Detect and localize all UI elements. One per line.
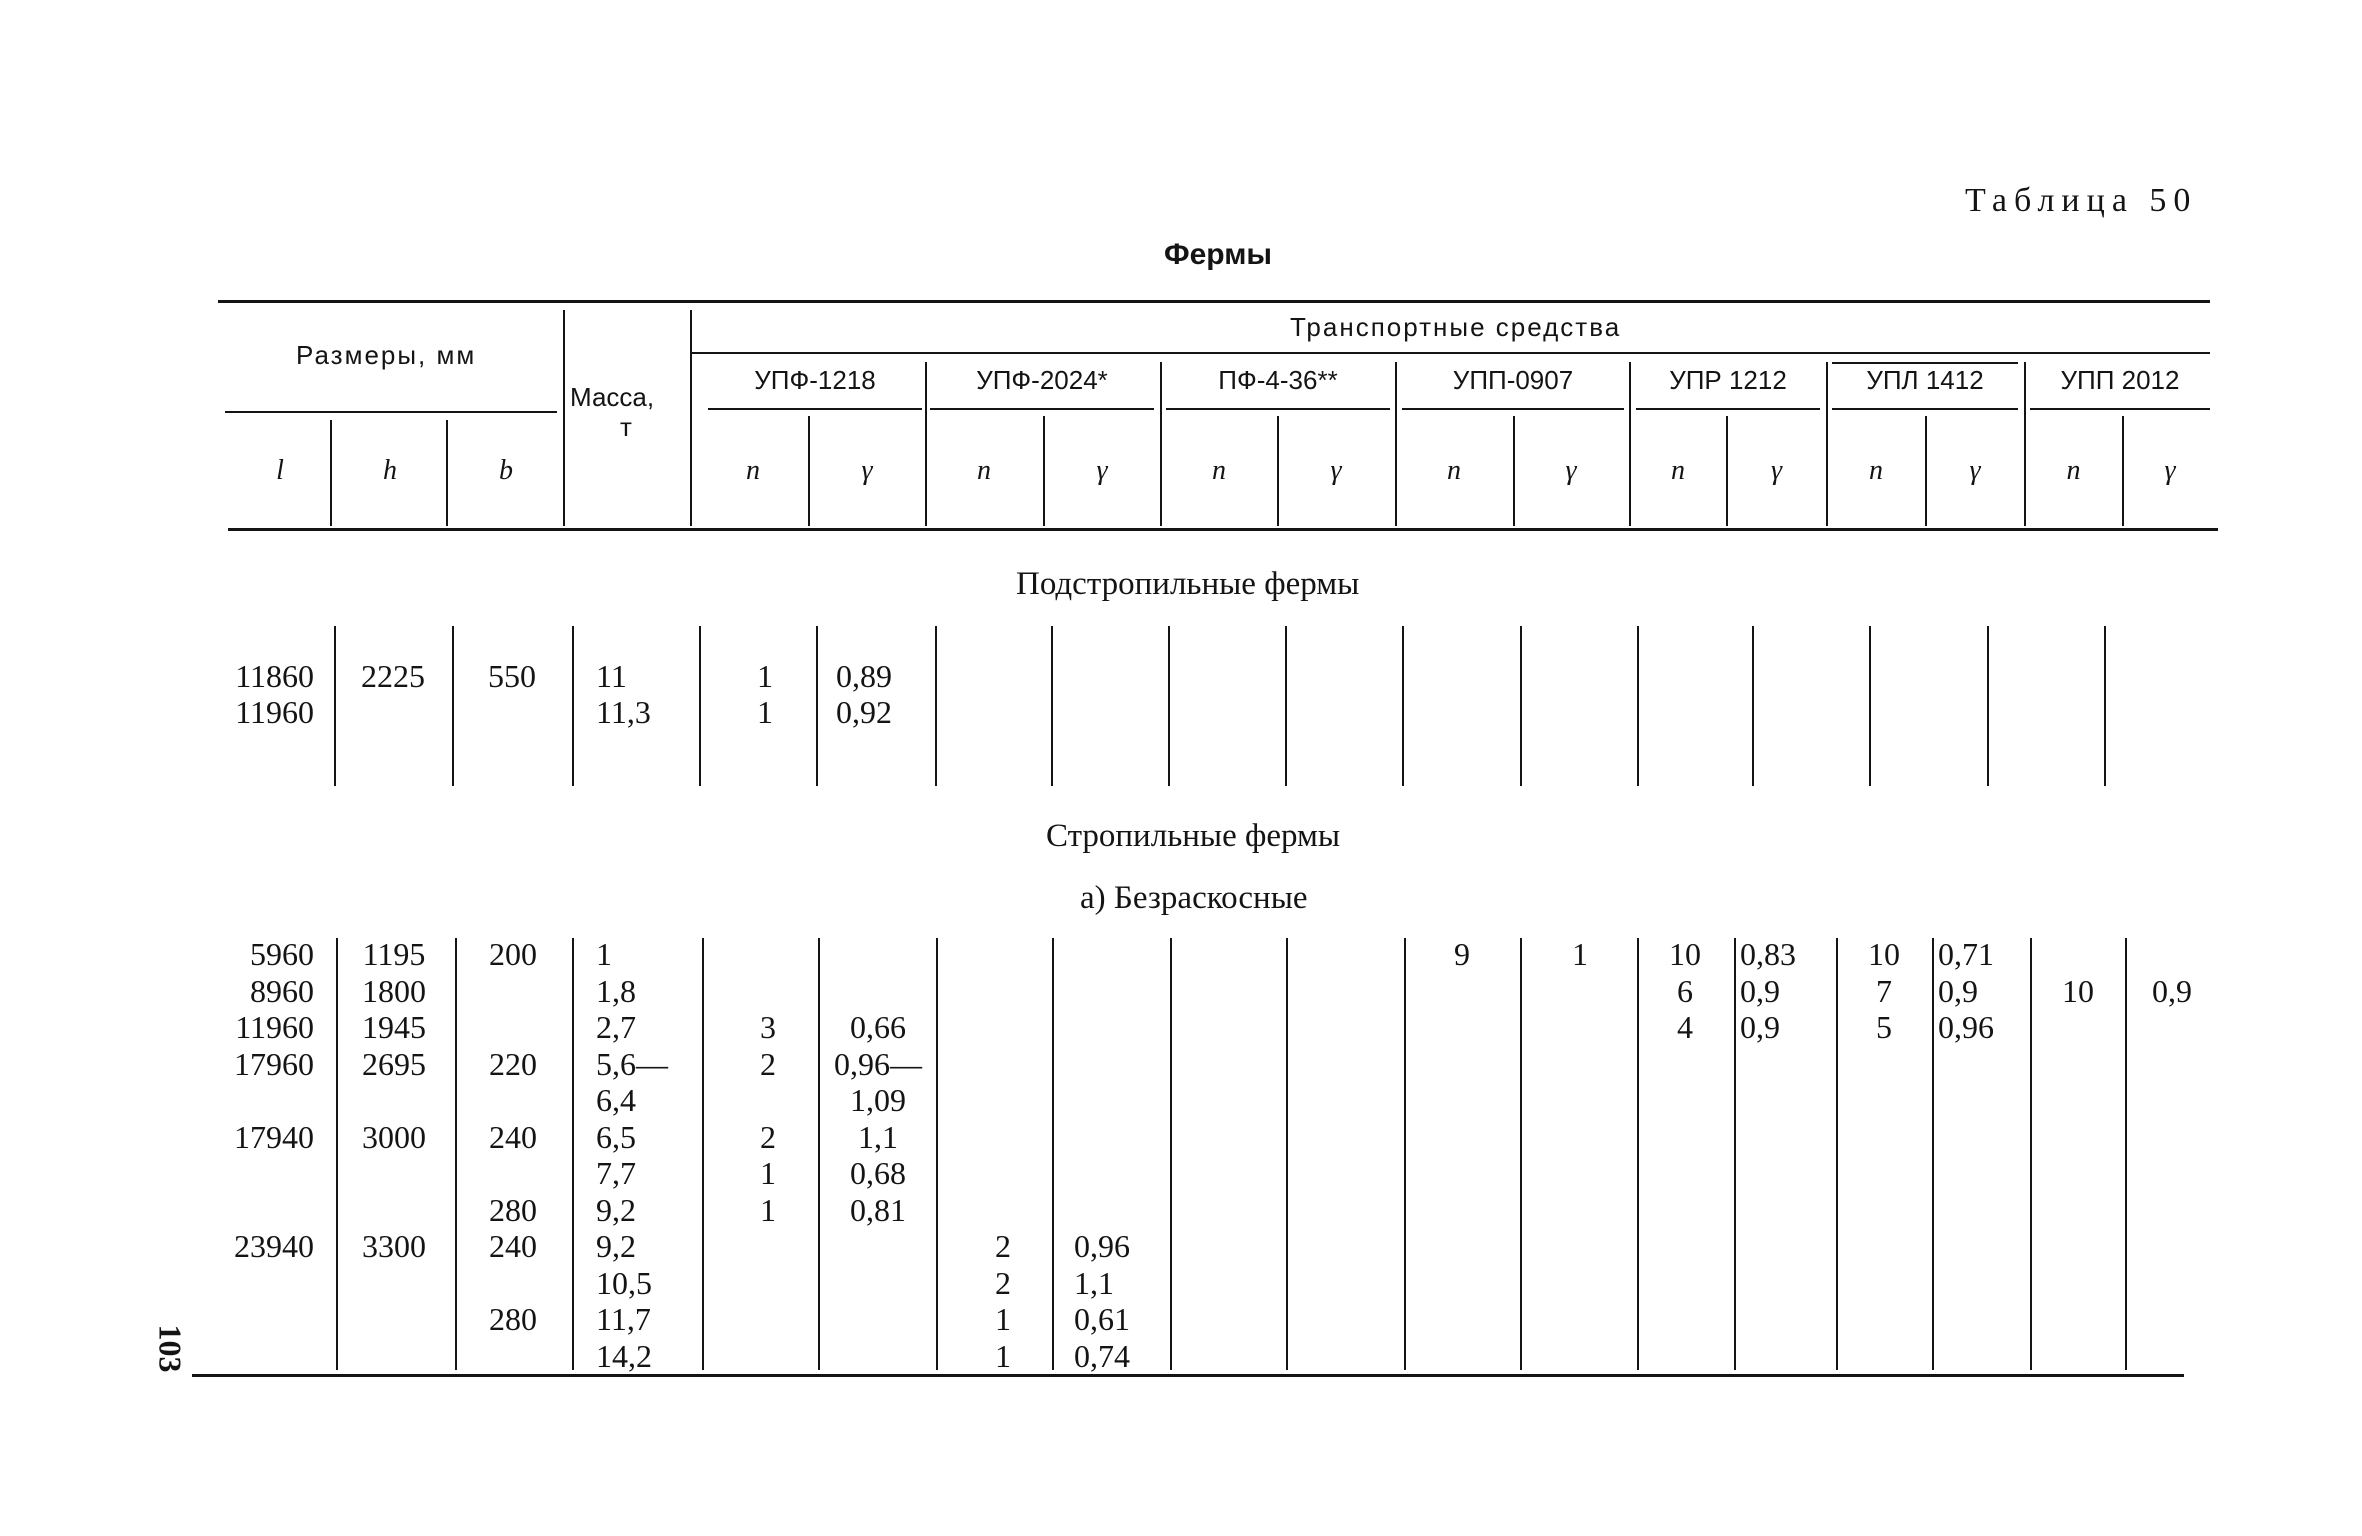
header-vrule-v1	[925, 362, 927, 526]
s2-cell-h-1: 1195	[362, 936, 426, 972]
s2-cell-mass-7: 7,7	[596, 1155, 636, 1191]
n-symbol-6: n	[1869, 455, 1883, 486]
header-vrule-v4	[1629, 362, 1631, 526]
gamma-symbol-3: γ	[1330, 455, 1342, 486]
s2-cell-l-6: 17940	[234, 1119, 314, 1155]
header-vrule-g3	[1277, 416, 1279, 526]
header-vrule-v3	[1395, 362, 1397, 526]
header-vrule-g7	[2122, 416, 2124, 526]
transport-under-rule	[692, 352, 2210, 354]
mass-header-line2: т	[620, 412, 632, 442]
s2-cell-upr1212-n-3: 4	[1677, 1009, 1693, 1045]
s1-vrule-8	[1168, 626, 1170, 786]
vehicle-pf-4-36: ПФ-4-36**	[1218, 365, 1338, 395]
mass-header-line1: Масса,	[570, 382, 655, 412]
gamma-symbol-7: γ	[2164, 455, 2176, 486]
s2-cell-upr1212-g-2: 0,9	[1740, 973, 1780, 1009]
vehicle-rule-2	[930, 408, 1154, 410]
sizes-header: Размеры, мм	[296, 340, 477, 370]
s2-cell-upf1218-n-6: 2	[760, 1119, 776, 1155]
s2-cell-upf2024-n-12: 1	[995, 1338, 1011, 1374]
s2-cell-upl1412-g-3: 0,96	[1938, 1009, 1994, 1045]
s2-cell-mass-6: 6,5	[596, 1119, 636, 1155]
gamma-symbol-2: γ	[1096, 455, 1108, 486]
s2-vrule-10	[1404, 938, 1406, 1370]
s2-cell-mass-10: 10,5	[596, 1265, 652, 1301]
s2-cell-upf1218-n-8: 1	[760, 1192, 776, 1228]
s2-cell-upf1218-g-4: 0,96—	[834, 1046, 922, 1082]
vehicle-upf-2024: УПФ-2024*	[976, 365, 1108, 395]
header-vrule-v6	[2024, 362, 2026, 526]
s2-cell-upf2024-g-11: 0,61	[1074, 1301, 1130, 1337]
symbol-l: l	[276, 455, 284, 486]
vehicle-rule-4	[1402, 408, 1624, 410]
s2-vrule-16	[2030, 938, 2032, 1370]
header-vrule-g4	[1513, 416, 1515, 526]
s1-row2-l: 11960	[235, 694, 314, 730]
s2-cell-upl1412-g-2: 0,9	[1938, 973, 1978, 1009]
page-number: 103	[152, 1324, 189, 1373]
s2-vrule-13	[1734, 938, 1736, 1370]
s1-vrule-16	[2104, 626, 2106, 786]
s2-cell-mass-12: 14,2	[596, 1338, 652, 1374]
s2-cell-mass-1: 1	[596, 936, 612, 972]
s2-vrule-3	[572, 938, 574, 1370]
s2-cell-upf2024-g-9: 0,96	[1074, 1228, 1130, 1264]
s2-cell-upl1412-n-3: 5	[1876, 1009, 1892, 1045]
vehicle-rule-6a	[1832, 362, 2018, 364]
s2-cell-mass-2: 1,8	[596, 973, 636, 1009]
transport-header: Транспортные средства	[1290, 312, 1622, 342]
s2-cell-l-3: 11960	[235, 1009, 314, 1045]
s1-row1-n: 1	[757, 658, 773, 694]
s1-row2-gamma: 0,92	[836, 694, 892, 730]
vehicle-upf-1218: УПФ-1218	[754, 365, 876, 395]
n-symbol-2: n	[977, 455, 991, 486]
s2-cell-upl1412-n-2: 7	[1876, 973, 1892, 1009]
vehicle-upr-1212: УПР 1212	[1669, 365, 1787, 395]
s1-vrule-5	[816, 626, 818, 786]
s1-row2-mass: 11,3	[596, 694, 651, 730]
s2-cell-l-9: 23940	[234, 1228, 314, 1264]
vehicle-rule-5	[1636, 408, 1820, 410]
header-vrule-g1	[808, 416, 810, 526]
s2-cell-upl1412-n-1: 10	[1868, 936, 1900, 972]
s2-vrule-1	[336, 938, 338, 1370]
s1-row2-n: 1	[757, 694, 773, 730]
s2-vrule-9	[1286, 938, 1288, 1370]
header-vrule-g5	[1726, 416, 1728, 526]
s2-cell-upf2024-n-11: 1	[995, 1301, 1011, 1337]
s2-cell-upf1218-n-3: 3	[760, 1009, 776, 1045]
s2-vrule-8	[1170, 938, 1172, 1370]
s2-cell-h-4: 2695	[362, 1046, 426, 1082]
s2-vrule-7	[1052, 938, 1054, 1370]
vehicle-rule-7	[2030, 408, 2210, 410]
sizes-under-rule	[225, 411, 557, 413]
section-title-podstropilnye: Подстропильные фермы	[1016, 566, 1360, 602]
gamma-symbol-5: γ	[1770, 455, 1783, 486]
s2-vrule-15	[1932, 938, 1934, 1370]
s1-vrule-10	[1402, 626, 1404, 786]
section-title-stropilnye: Стропильные фермы	[1046, 818, 1341, 854]
s2-cell-upf1218-g-6: 1,1	[858, 1119, 898, 1155]
s2-cell-upp2012-g-2: 0,9	[2152, 973, 2192, 1009]
vehicle-upp-0907: УПП-0907	[1452, 365, 1574, 395]
symbol-h: h	[383, 455, 397, 486]
s1-vrule-1	[334, 626, 336, 786]
s2-cell-upf2024-g-10: 1,1	[1074, 1265, 1114, 1301]
s2-cell-h-6: 3000	[362, 1119, 426, 1155]
s1-vrule-4	[699, 626, 701, 786]
s1-row1-b: 550	[488, 658, 536, 694]
s2-cell-mass-3: 2,7	[596, 1009, 636, 1045]
s2-cell-upp2012-n-2: 10	[2062, 973, 2094, 1009]
header-vrule-v2	[1160, 362, 1162, 526]
s2-cell-h-3: 1945	[362, 1009, 426, 1045]
s2-cell-mass-5: 6,4	[596, 1082, 636, 1118]
s2-cell-upf1218-n-4: 2	[760, 1046, 776, 1082]
s2-cell-b-6: 240	[489, 1119, 537, 1155]
s2-cell-upf1218-g-7: 0,68	[850, 1155, 906, 1191]
s1-vrule-11	[1520, 626, 1522, 786]
s1-vrule-12	[1637, 626, 1639, 786]
vehicle-rule-3	[1166, 408, 1390, 410]
s2-cell-mass-9: 9,2	[596, 1228, 636, 1264]
table-bottom-rule	[192, 1374, 2184, 1377]
s2-cell-upp0907-n-1: 9	[1454, 936, 1470, 972]
header-vrule-mass-right	[690, 310, 692, 526]
s1-vrule-2	[452, 626, 454, 786]
s1-row1-gamma: 0,89	[836, 658, 892, 694]
s1-vrule-7	[1051, 626, 1053, 786]
header-top-rule	[218, 300, 2210, 303]
s2-cell-l-1: 5960	[250, 936, 314, 972]
s2-cell-h-9: 3300	[362, 1228, 426, 1264]
s2-cell-mass-8: 9,2	[596, 1192, 636, 1228]
s2-cell-upf1218-g-3: 0,66	[850, 1009, 906, 1045]
s2-cell-b-4: 220	[489, 1046, 537, 1082]
header-vrule-lh	[330, 420, 332, 526]
n-symbol-1: n	[746, 455, 760, 486]
s1-vrule-3	[572, 626, 574, 786]
header-vrule-v5	[1826, 362, 1828, 526]
s1-vrule-14	[1869, 626, 1871, 786]
s2-vrule-14	[1836, 938, 1838, 1370]
s2-vrule-2	[455, 938, 457, 1370]
s2-cell-b-9: 240	[489, 1228, 537, 1264]
vehicle-upl-1412: УПЛ 1412	[1866, 365, 1984, 395]
s2-cell-b-8: 280	[489, 1192, 537, 1228]
s2-cell-upf1218-g-5: 1,09	[850, 1082, 906, 1118]
gamma-symbol-4: γ	[1565, 455, 1577, 486]
s2-cell-b-11: 280	[489, 1301, 537, 1337]
s2-cell-upf1218-g-8: 0,81	[850, 1192, 906, 1228]
s2-vrule-4	[702, 938, 704, 1370]
n-symbol-3: n	[1212, 455, 1226, 486]
s2-cell-upf2024-n-9: 2	[995, 1228, 1011, 1264]
s2-cell-l-4: 17960	[234, 1046, 314, 1082]
s2-cell-mass-11: 11,7	[596, 1301, 651, 1337]
vehicle-rule-1	[708, 408, 922, 410]
header-vrule-hb	[446, 420, 448, 526]
s1-vrule-13	[1752, 626, 1754, 786]
n-symbol-7: n	[2066, 455, 2081, 486]
s2-cell-upr1212-n-1: 10	[1669, 936, 1701, 972]
s1-vrule-15	[1987, 626, 1989, 786]
vehicle-upp-2012: УПП 2012	[2060, 365, 2180, 395]
gamma-symbol-6: γ	[1969, 455, 1981, 486]
s2-cell-upl1412-g-1: 0,71	[1938, 936, 1994, 972]
s2-cell-upf2024-g-12: 0,74	[1074, 1338, 1130, 1374]
s2-cell-upf2024-n-10: 2	[995, 1265, 1011, 1301]
table-number: Таблица 50	[1965, 182, 2198, 219]
header-bottom-rule	[228, 528, 2218, 531]
s2-vrule-6	[936, 938, 938, 1370]
s1-row1-mass: 11	[596, 658, 627, 694]
s2-vrule-11	[1520, 938, 1522, 1370]
n-symbol-4: n	[1447, 455, 1461, 486]
s1-row1-l: 11860	[235, 658, 314, 694]
header-vrule-g6	[1925, 416, 1927, 526]
symbol-b: b	[499, 455, 513, 486]
s1-row1-h: 2225	[361, 658, 425, 694]
s2-cell-upr1212-g-3: 0,9	[1740, 1009, 1780, 1045]
vehicle-rule-6	[1832, 408, 2018, 410]
section-subtitle-bezraskosnye: а) Безраскосные	[1080, 880, 1308, 916]
s2-cell-upf1218-n-7: 1	[760, 1155, 776, 1191]
header-vrule-g2	[1043, 416, 1045, 526]
s1-vrule-9	[1285, 626, 1287, 786]
s2-vrule-12	[1637, 938, 1639, 1370]
s2-vrule-5	[818, 938, 820, 1370]
s2-cell-b-1: 200	[489, 936, 537, 972]
s2-vrule-17	[2125, 938, 2127, 1370]
table-title: Фермы	[1164, 238, 1273, 271]
s2-cell-upr1212-g-1: 0,83	[1740, 936, 1796, 972]
s2-cell-h-2: 1800	[362, 973, 426, 1009]
n-symbol-5: n	[1671, 455, 1685, 486]
gamma-symbol-1: γ	[861, 455, 873, 486]
s2-cell-upr1212-n-2: 6	[1677, 973, 1693, 1009]
header-vrule-mass-left	[563, 310, 565, 526]
s2-cell-l-2: 8960	[250, 973, 314, 1009]
s2-cell-upp0907-g-1: 1	[1572, 936, 1588, 972]
s2-cell-mass-4: 5,6—	[596, 1046, 668, 1082]
